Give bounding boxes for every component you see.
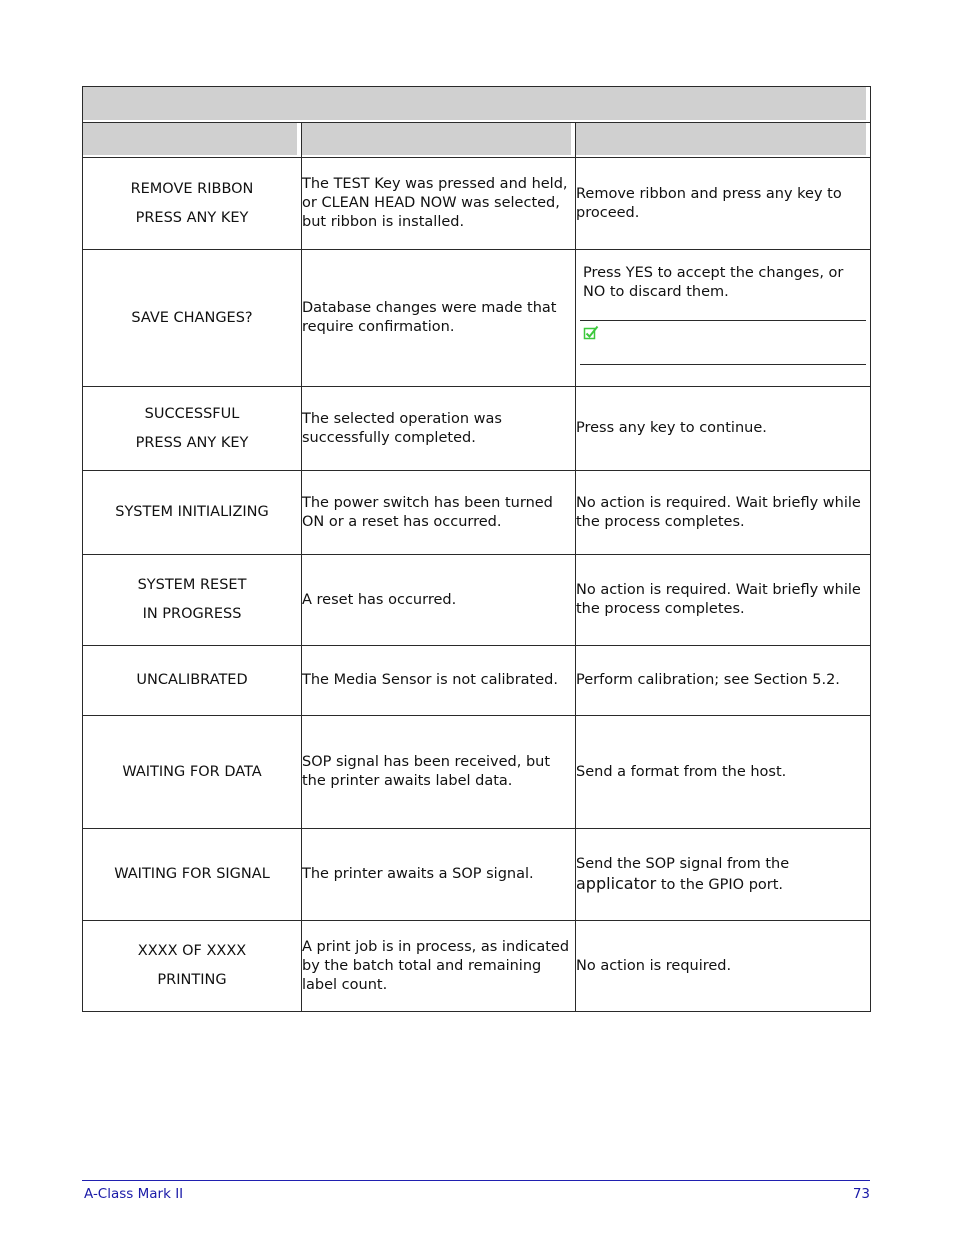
message-line: PRESS ANY KEY bbox=[135, 209, 249, 226]
message-line: PRESS ANY KEY bbox=[135, 434, 249, 451]
message-line: WAITING FOR DATA bbox=[122, 763, 262, 780]
note-box bbox=[580, 320, 866, 365]
message-cell bbox=[83, 555, 302, 646]
message-line: SAVE CHANGES? bbox=[131, 309, 253, 326]
message-cell bbox=[83, 387, 302, 471]
description-cell: The Media Sensor is not calibrated. bbox=[302, 646, 576, 716]
action-text-applicator: applicator bbox=[576, 873, 657, 893]
action-text-part: to the GPIO port. bbox=[656, 876, 784, 893]
action-cell: No action is required. Wait briefly while the process completes. bbox=[576, 471, 871, 555]
column-header-description bbox=[302, 123, 576, 158]
message-line: IN PROGRESS bbox=[142, 606, 242, 622]
message-line: SUCCESSFUL bbox=[144, 405, 240, 422]
message-line: UNCALIBRATED bbox=[136, 672, 248, 688]
action-text-part: Send the SOP signal from the bbox=[576, 855, 790, 872]
column-header-message bbox=[83, 123, 302, 158]
table-row bbox=[83, 250, 871, 387]
table-row bbox=[83, 471, 871, 555]
action-cell: No action is required. Wait briefly while the process completes. bbox=[576, 555, 871, 646]
page-footer bbox=[82, 1180, 870, 1202]
action-cell: Perform calibration; see Section 5.2. bbox=[576, 646, 871, 716]
printer-messages-table bbox=[82, 86, 871, 1012]
message-line: SYSTEM INITIALIZING bbox=[115, 504, 269, 520]
table-row bbox=[83, 921, 871, 1012]
message-cell bbox=[83, 829, 302, 921]
description-cell: The printer awaits a SOP signal. bbox=[302, 829, 576, 921]
footer-product-name: A-Class Mark II bbox=[84, 1186, 184, 1202]
table-row bbox=[83, 387, 871, 471]
table-row bbox=[83, 646, 871, 716]
description-cell: The power switch has been turned ON or a reset has occurred. bbox=[302, 471, 576, 555]
action-cell: Remove ribbon and press any key to proceed. bbox=[576, 158, 871, 250]
column-header-action bbox=[576, 123, 871, 158]
table-row bbox=[83, 716, 871, 829]
checkbox-note-icon bbox=[583, 325, 599, 341]
action-cell: Send a format from the host. bbox=[576, 716, 871, 829]
action-cell: No action is required. bbox=[576, 921, 871, 1012]
footer-page-number: 73 bbox=[852, 1186, 870, 1202]
message-line: PRINTING bbox=[157, 972, 227, 988]
description-cell: The TEST Key was pressed and held, or CLEAN HEAD NOW was selected, but ribbon is installed. bbox=[302, 158, 576, 250]
message-line: SYSTEM RESET bbox=[137, 577, 247, 593]
action-text: Press YES to accept the changes, or NO to discard them. bbox=[583, 264, 844, 300]
message-cell bbox=[83, 250, 302, 387]
description-cell: SOP signal has been received, but the printer awaits label data. bbox=[302, 716, 576, 829]
action-cell bbox=[576, 250, 871, 387]
action-cell bbox=[576, 829, 871, 921]
description-cell: The selected operation was successfully completed. bbox=[302, 387, 576, 471]
table-row bbox=[83, 829, 871, 921]
message-cell bbox=[83, 471, 302, 555]
message-cell bbox=[83, 716, 302, 829]
message-line: REMOVE RIBBON bbox=[130, 180, 254, 197]
table-title-header bbox=[83, 87, 871, 123]
description-cell: A print job is in process, as indicated by the batch total and remaining label count. bbox=[302, 921, 576, 1012]
message-line: WAITING FOR SIGNAL bbox=[114, 866, 270, 882]
description-cell: A reset has occurred. bbox=[302, 555, 576, 646]
message-cell bbox=[83, 158, 302, 250]
table-row bbox=[83, 555, 871, 646]
message-cell bbox=[83, 646, 302, 716]
message-cell bbox=[83, 921, 302, 1012]
action-cell: Press any key to continue. bbox=[576, 387, 871, 471]
table-row bbox=[83, 158, 871, 250]
description-cell: Database changes were made that require confirmation. bbox=[302, 250, 576, 387]
message-line: XXXX OF XXXX bbox=[137, 943, 247, 959]
